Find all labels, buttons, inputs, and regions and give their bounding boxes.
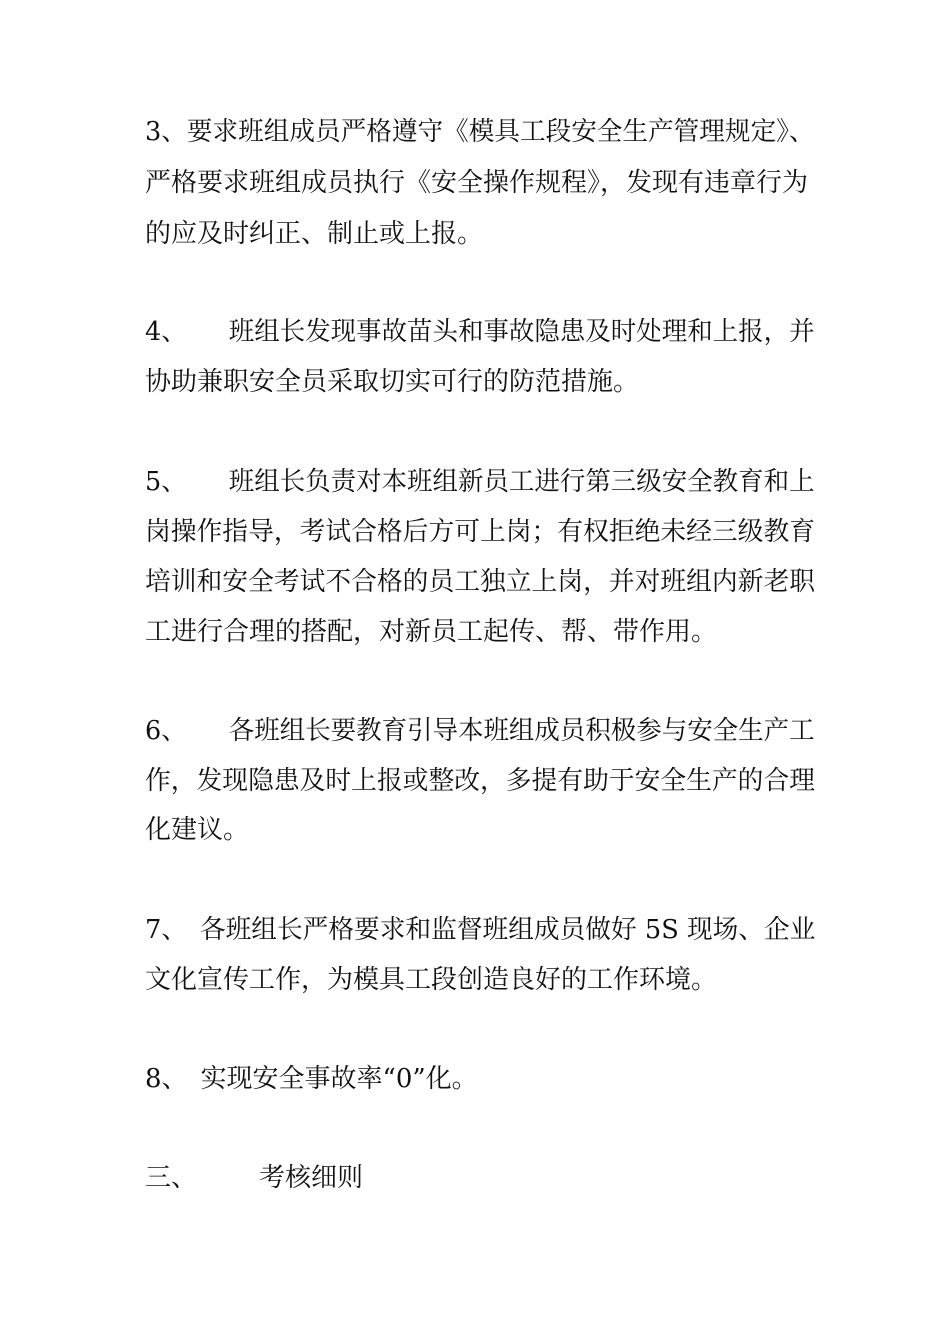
item-7-line-1 (145, 910, 816, 950)
item-5-number: 5、 (145, 467, 187, 497)
item-7-number: 7、 (145, 915, 188, 945)
item-5-line-1 (145, 462, 815, 502)
section-3-title: 考核细则 (259, 1163, 364, 1193)
item-5-text: 班组长负责对本班组新员工进行第三级安全教育和上 (228, 467, 815, 497)
section-3-number: 三、 (145, 1163, 198, 1193)
item-3-line-3: 的应及时纠正、制止或上报。 (145, 219, 484, 249)
item-7-text: 各班组长严格要求和监督班组成员做好 5S 现场、企业 (199, 915, 816, 945)
item-5-line-4: 工进行合理的搭配，对新员工起传、帮、带作用。 (145, 617, 718, 647)
item-6-line-3: 化建议。 (145, 815, 250, 845)
section-3-heading (145, 1158, 815, 1198)
item-6-line-1 (145, 711, 815, 751)
item-4-text: 班组长发现事故苗头和事故隐患及时处理和上报，并 (228, 317, 815, 347)
item-3-line-1 (145, 112, 815, 152)
item-8-line-1 (145, 1059, 815, 1099)
item-7-line-2: 文化宣传工作，为模具工段创造良好的工作环境。 (145, 965, 718, 995)
item-8-number: 8、 (145, 1064, 188, 1094)
item-6-number: 6、 (145, 716, 187, 746)
item-8-text: 实现安全事故率“0”化。 (200, 1064, 478, 1094)
item-4-line-2: 协助兼职安全员采取切实可行的防范措施。 (145, 367, 640, 397)
item-3-number: 3、 (145, 117, 187, 147)
item-3-line-2: 严格要求班组成员执行《安全操作规程》，发现有违章行为 (145, 168, 809, 198)
item-6-line-2: 作，发现隐患及时上报或整改，多提有助于安全生产的合理 (145, 766, 815, 796)
item-6-text: 各班组长要教育引导本班组成员积极参与安全生产工 (228, 716, 815, 746)
item-5-line-2: 岗操作指导，考试合格后方可上岗；有权拒绝未经三级教育 (145, 517, 815, 547)
item-4-number: 4、 (145, 317, 187, 347)
item-4-line-1 (145, 312, 815, 352)
item-3-text: 要求班组成员严格遵守《模具工段安全生产管理规定》、 (186, 117, 815, 147)
item-5-line-3: 培训和安全考试不合格的员工独立上岗，并对班组内新老职 (145, 567, 815, 597)
